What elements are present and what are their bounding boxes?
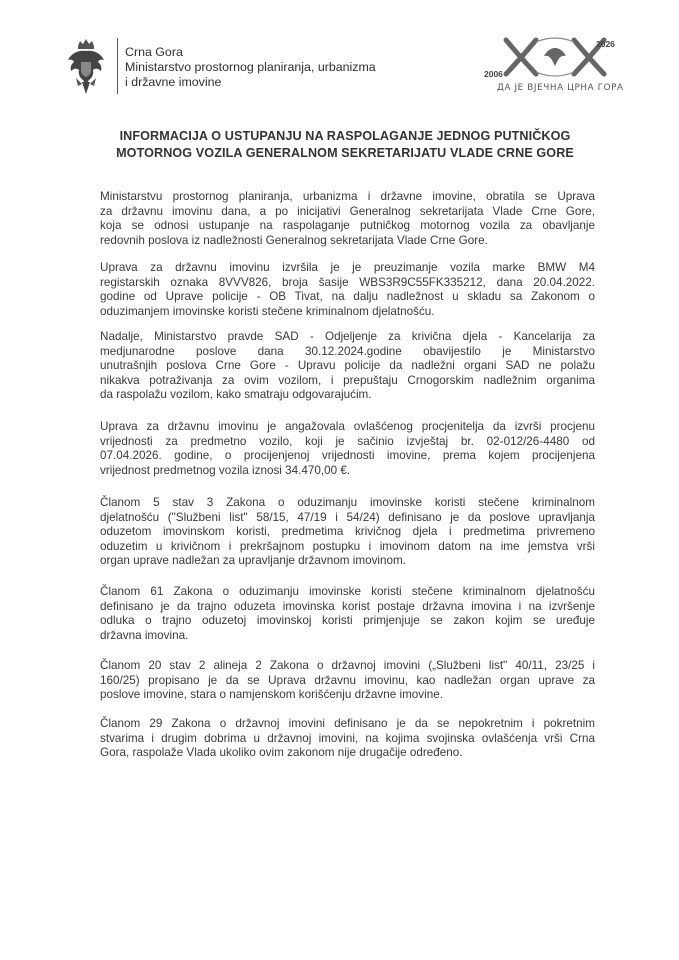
text-line: organ uprave nadležan za upravljanje državnom imovinom. xyxy=(100,554,406,568)
logo-year-left: 2006 xyxy=(484,69,503,79)
text-line: vrijednost predmetnog vozila iznosi 34.470,00 €. xyxy=(100,463,351,477)
text-line: Gora, raspolaže Vlada ukoliko ovim zakonom nije drugačije određeno. xyxy=(100,746,463,760)
paragraph-article-61 xyxy=(100,585,595,643)
text-line: 07.04.2026. godine, o procijenjenoj vrijednosti imovine, prema kojem procijenjena xyxy=(100,449,595,463)
text-line: Članom 29 Zakona o državnoj imovini definisano je da se nepokretnim i pokretnim xyxy=(100,717,595,730)
org-line: i državne imovine xyxy=(125,75,222,90)
text-line: Nadalje, Ministarstvo pravde SAD - Odjeljenje za krivična djela - Kancelarija za xyxy=(100,330,595,343)
text-line: za državnu imovinu dana, a po inicijativi Generalnog sekretarijata Vlade Crne Gore, xyxy=(100,204,595,218)
text-line: Uprava za državnu imovinu je angažovala ovlašćenog procjenitelja da izvrši procjenu xyxy=(100,420,595,433)
text-line: godine od Uprave policije - OB Tivat, na dalju nadležnost u skladu sa Zakonom o xyxy=(100,290,595,304)
text-line: državna imovina. xyxy=(100,628,189,642)
text-line: da raspolažu vozilom, kako smatraju odgovarajućim. xyxy=(100,388,372,402)
paragraph-valuation xyxy=(100,420,595,478)
paragraph-article-29 xyxy=(100,717,595,761)
document-title xyxy=(100,128,590,162)
text-line: oduzetom imovinskom koristi, predmetima krivičnog djela i predmetima privremeno xyxy=(100,525,595,539)
paragraph-article-5 xyxy=(100,496,595,569)
text-line: poslove imovine, stara o namjenskom korišćenju državne imovine. xyxy=(100,688,443,702)
logo-tagline: ДА ЈЕ ВЈЕЧНА ЦРНА ГОРА xyxy=(497,83,624,93)
text-line: Članom 20 stav 2 alineja 2 Zakona o državnoj imovini („Službeni list" 40/11, 23/25 i xyxy=(100,659,595,672)
paragraph-vehicle-takeover xyxy=(100,261,595,319)
paragraph-us-ministry xyxy=(100,330,595,403)
text-line: Ministarstvu prostornog planiranja, urbanizma i državne imovine, obratila se Uprava xyxy=(100,190,595,203)
coat-of-arms-icon xyxy=(66,38,106,96)
text-line: Članom 5 stav 3 Zakona o oduzimanju imovinske koristi stečene kriminalnom xyxy=(100,496,595,509)
text-line: vrijednosti za predmetno vozilo, koji je sačinio izvještaj br. 02-012/26-4480 od xyxy=(100,434,595,448)
organization-name xyxy=(125,45,376,91)
paragraph-request xyxy=(100,190,595,248)
text-line: unutrašnjih poslova Crne Gore - Upravu policije da nadležni organi SAD ne polažu xyxy=(100,359,595,373)
text-line: oduzimanjem imovinske koristi stečene kriminalnom djelatnošću. xyxy=(100,304,435,318)
text-line: definisano je da trajno oduzeta imovinska korist postaje državna imovina i na izvršenje xyxy=(100,599,595,613)
title-line: INFORMACIJA O USTUPANJU NA RASPOLAGANJE JEDNOG PUTNIČKOG xyxy=(119,129,571,143)
text-line: Uprava za državnu imovinu izvršila je je preuzimanje vozila marke BMW M4 xyxy=(100,261,595,274)
text-line: redovnih poslova iz nadležnosti Generalnog sekretarijata Vlade Crne Gore. xyxy=(100,233,488,247)
text-line: medjunarodne poslove dana 30.12.2024.godine obavijestilo je Ministarstvo xyxy=(100,344,595,358)
title-line: MOTORNOG VOZILA GENERALNOM SEKRETARIJATU VLADE CRNE GORE xyxy=(116,146,574,160)
org-line: Crna Gora xyxy=(125,45,183,59)
text-line: stvarima i drugim dobrima u državnoj imovini, na kojima svojinska ovlašćenja vrši Crna xyxy=(100,731,595,745)
paragraph-article-20 xyxy=(100,659,595,703)
header-divider xyxy=(117,38,118,94)
text-line: registarskih oznaka 8VVV826, broja šasije WBS3R9C55FK335212, dana 20.04.2022. xyxy=(100,275,595,289)
text-line: Članom 61 Zakona o oduzimanju imovinske koristi stečene kriminalnom djelatnošću xyxy=(100,585,595,598)
text-line: djelatnošću ("Službeni list" 58/15, 47/19 i 54/24) definisano je da poslove upravljanja xyxy=(100,510,595,524)
org-line: Ministarstvo prostornog planiranja, urbanizma xyxy=(125,60,376,75)
text-line: odluka o trajno oduzetoj imovinskoj koristi primjenjuje se zakon kojim se uređuje xyxy=(100,614,595,628)
logo-year-right: 2026 xyxy=(596,39,615,49)
text-line: oduzetim u krivičnom i prekršajnom postupku i imovinom datom na ime jemstva vrši xyxy=(100,539,595,553)
text-line: 160/25) propisano je da se Uprava državnu imovinu, kao nadležan organ uprave za xyxy=(100,673,595,687)
text-line: nikakva potraživanja za ovim vozilom, i prepuštaju Crnogorskim nadležnim organima xyxy=(100,373,595,387)
text-line: koja se odnosi ustupanje na raspolaganje putničkog motornog vozila za obavljanje xyxy=(100,219,595,233)
